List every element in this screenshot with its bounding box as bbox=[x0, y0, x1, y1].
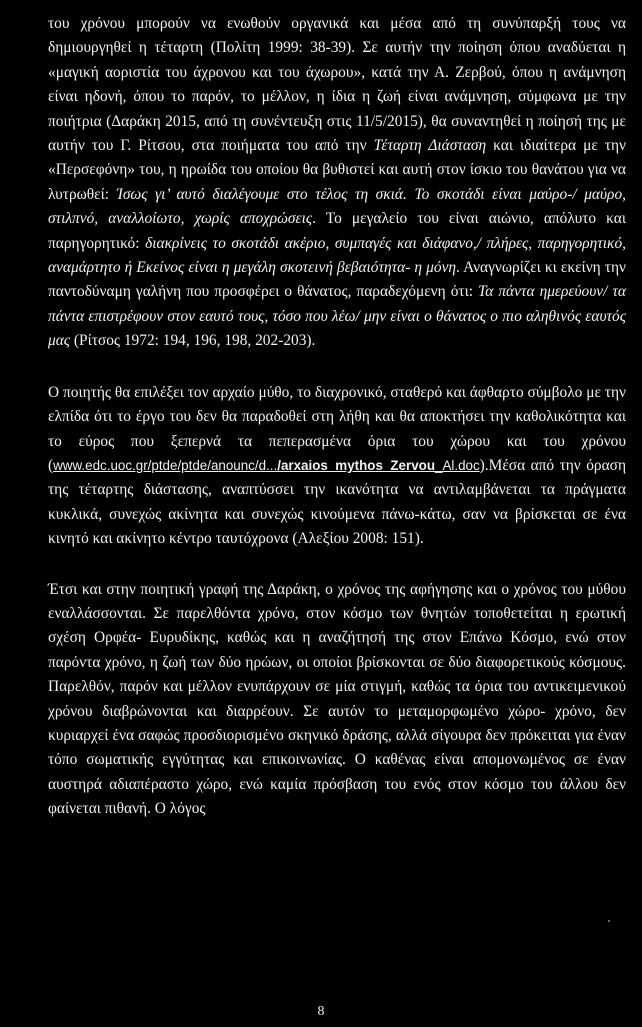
paragraph-ritsos-persephone bbox=[48, 12, 626, 354]
paragraph-text: Ο ποιητής θα επιλέξει τον αρχαίο μύθο, το διαχρονικό, σταθερό και άφθαρτο σύμβολο με την ελπίδα ότι το έργο του δεν θα παραδοθεί στη λήθη και θα αποκτήσει την καθολικότητα και το εύρος που ξεπερνά τα πεπερασμένα όρια του χώρου και του χρόνου ( bbox=[48, 383, 626, 474]
italic-quotation: Τα πάντα ημερεύουν/ τα πάντα επιστρέφουν στον εαυτό τους, τόσο που λέω/ μην είναι ο θάνατος ο πιο αληθινός εαυτός μας bbox=[48, 283, 626, 350]
link-text-bold: /arxaios_mythos_Zervou bbox=[277, 457, 435, 473]
paragraph-text: και ιδιαίτερα με την «Περσεφόνη» του, η ηρωίδα του οποίου θα βυθιστεί και αυτή στον ίσκιο του θανάτου για να λυτρωθεί: bbox=[48, 137, 626, 203]
link-text: _Al.doc bbox=[435, 457, 480, 473]
page-number: 8 bbox=[317, 1004, 325, 1019]
paragraph-text: του χρόνου μπορούν να ενωθούν οργανικά και μέσα από τη συνύπαρξή τους να δημιουργηθεί η τέταρτη (Πολίτη 1999: 38-39). Σε αυτήν την ποίηση όπου αναδύεται η «μαγική αοριστία του άχρονου και του άχωρου», κατά την Α. Ζερβού, όπου η ανάμνηση είναι ηδονή, όπου το παρόν, το μέλλον, η ίδια η ζωή είναι ανάμνηση, σύμφωνα με την ποιήτρια (Δαράκη 2015, από τη συνέντευξη στις 11/5/2015), θα συναντηθεί η ποίησή της με αυτήν του Γ. Ρίτσου, στα ποιήματα του από την bbox=[48, 15, 626, 155]
link-text: www.edc.uoc.gr/ptde/ptde/anounc/d... bbox=[53, 457, 278, 473]
paragraph-text: . Το μεγαλείο του είναι αιώνιο, απόλυτο και παρηγορητικό: bbox=[48, 210, 626, 252]
source-link[interactable] bbox=[53, 458, 480, 473]
italic-quotation: Ίσως γι’ αυτό διαλέγουμε στο τέλος τη σκιά. Το σκοτάδι είναι μαύρο-/ μαύρο, στιλπνό, αναλλοίωτο, χωρίς αποχρώσεις bbox=[48, 185, 626, 228]
paragraph-text: . Αναγνωρίζει κι εκείνη την παντοδύναμη γαλήνη που προσφέρει ο θάνατος, παραδεχόμενη ότι: bbox=[48, 259, 626, 301]
scan-speck bbox=[608, 920, 610, 922]
paragraph-text: Έτσι και στην ποιητική γραφή της Δαράκη, ο χρόνος της αφήγησης και ο χρόνος του μύθου εναλλάσσονται. Σε παρελθόντα χρόνο, στον κόσμο των θνητών τοποθετείται η ερωτική σχέση Ορφέα- Ευρυδίκης, καθώς και η αναζήτησή της στον Επάνω Κόσμο, ενώ στον παρόντα χρόνο, η ζωή των δύο ηρώων, οι οποίοι βρίσκονται σε δύο διαφορετικούς κόσμους. Παρελθόν, παρόν και μέλλον ενυπάρχουν σε μία στιγμή, καθώς τα όρια του αντικειμενικού χρόνου διαβρώνονται και διαρρέουν. Σε αυτόν το μεταμορφωμένο χώρο- χρόνο, δεν κυριαρχεί ένα σαφώς προσδιορισμένο σκηνικό δράσης, αλλά σίγουρα δεν πρόκειται για έναν τόπο σωματικής εγγύτητας και επικοινωνίας. Ο καθένας είναι απομονωμένος σε έναν αυστηρά αδιαπέραστο χώρο, ενώ καμία πρόσβαση του ενός στον κόσμο του άλλου δεν φαίνεται πιθανή. Ο λόγος bbox=[48, 580, 626, 818]
paragraph-ancient-myth bbox=[48, 381, 626, 552]
citation-text: (Ρίτσος 1972: 194, 196, 198, 202-203). bbox=[70, 332, 316, 350]
italic-quotation: διακρίνεις το σκοτάδι ακέριο, συμπαγές και διάφανο,/ πλήρες, παρηγορητικό, αναμάρτητο ή Εκείνος είναι η μεγάλη σκοτεινή βεβαιότητα- η μόνη bbox=[48, 234, 626, 277]
document-page bbox=[48, 12, 626, 822]
paragraph-text: ).Μέσα από την όραση της τέταρτης διάστασης, αναπτύσσει την ικανότητα να αντιλαμβάνεται τα πράγματα κυκλικά, συνεχώς ακίνητα και συνεχώς κινούμενα πάνω-κάτω, σαν να βρίσκεται σε ένα κινητό και ακίνητο κέντρο ταυτόχρονα (Αλεξίου 2008: 151). bbox=[48, 456, 626, 548]
paragraph-daraki-time bbox=[48, 578, 626, 822]
italic-book-title: Τέταρτη Διάσταση bbox=[373, 137, 487, 155]
